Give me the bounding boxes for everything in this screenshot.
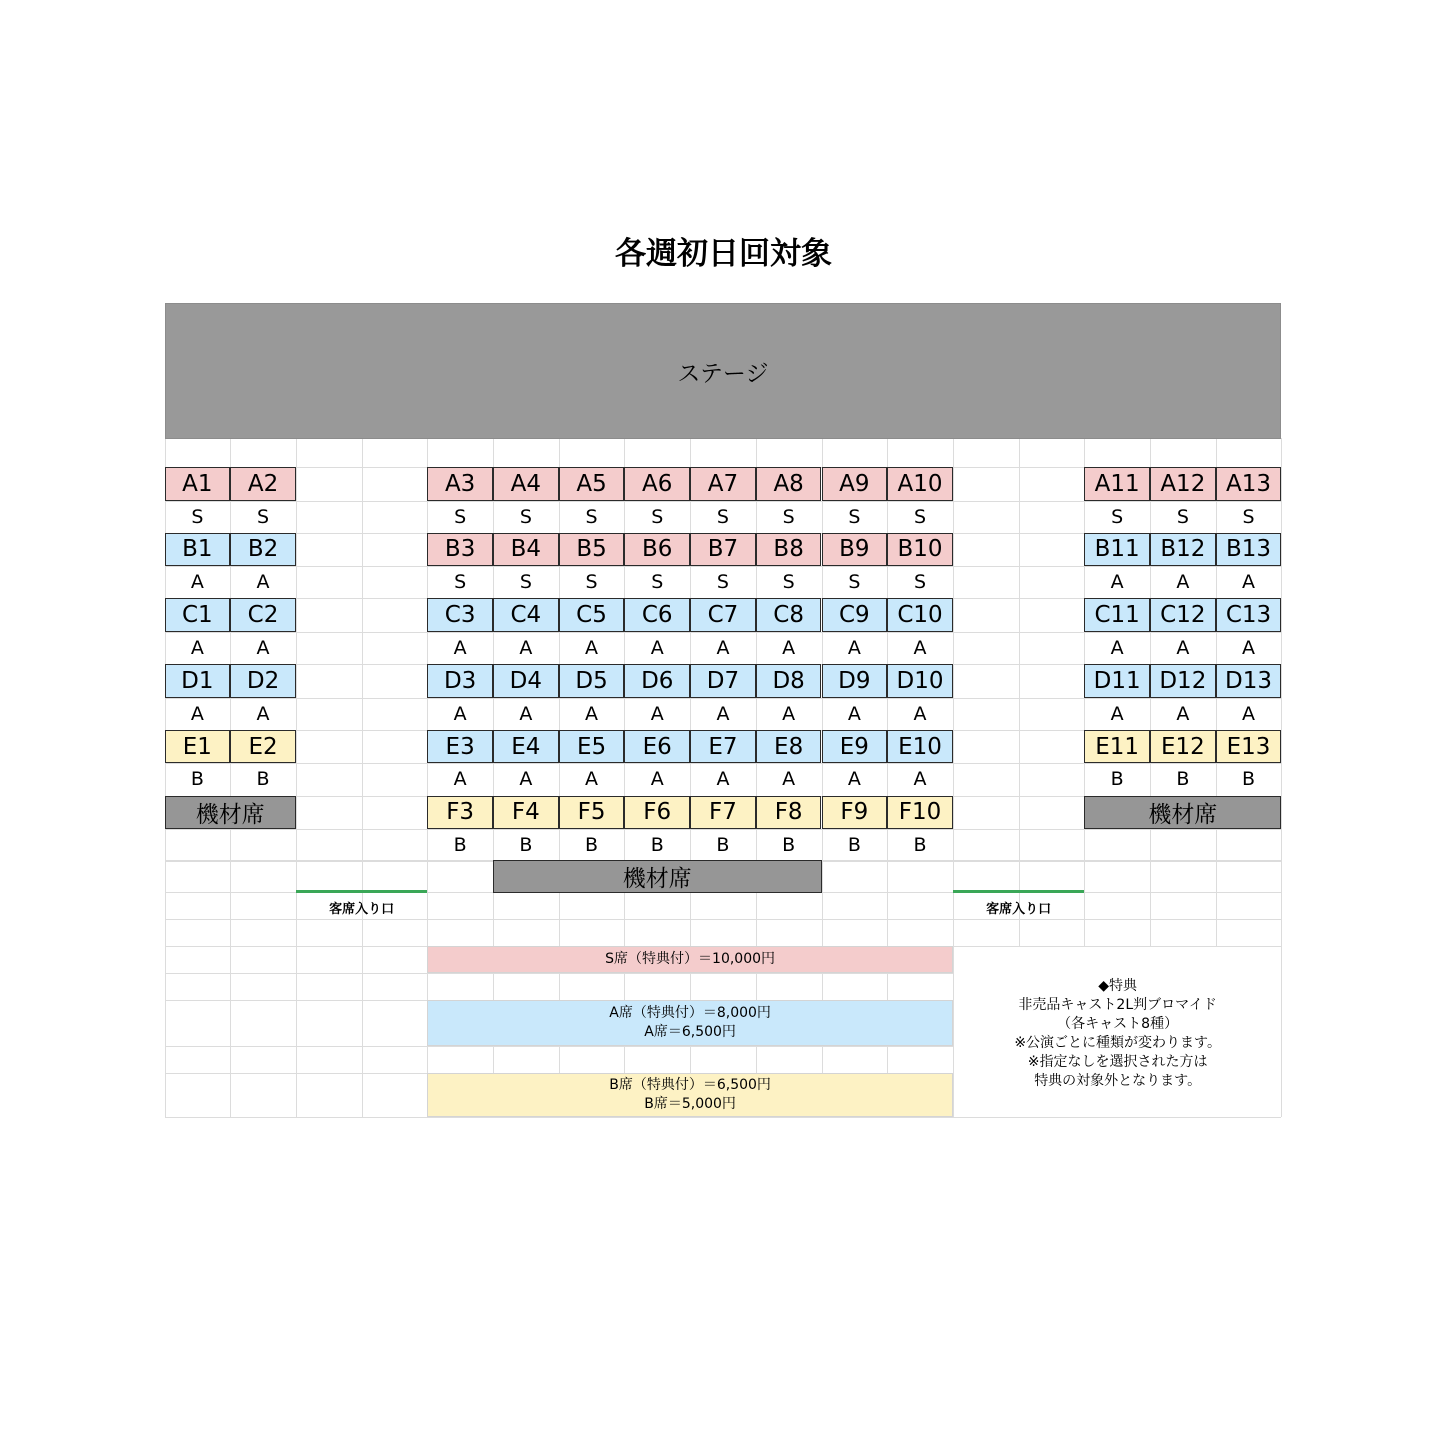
seat[interactable]: F3	[427, 796, 493, 830]
note-line: 非売品キャスト2L判ブロマイド	[1018, 997, 1217, 1013]
seat-grade: B	[1176, 768, 1190, 791]
seat[interactable]: D9	[822, 664, 888, 698]
grid-line-horizontal	[165, 1117, 1282, 1118]
seat[interactable]: A5	[559, 467, 625, 501]
price-B-box	[427, 1073, 953, 1117]
seat-grade: S	[1111, 505, 1124, 528]
seat-grade: B	[256, 768, 270, 791]
seat[interactable]: E3	[427, 730, 493, 764]
seat-grade: A	[190, 571, 204, 594]
seat[interactable]: D3	[427, 664, 493, 698]
seat-grade: A	[1110, 571, 1124, 594]
price-A-box	[427, 1000, 953, 1046]
seat[interactable]: A2	[230, 467, 296, 501]
seat-grade: S	[848, 505, 861, 528]
entrance-label: 客席入り口	[986, 902, 1052, 917]
seat[interactable]: A9	[822, 467, 888, 501]
seat[interactable]: D8	[756, 664, 822, 698]
seat[interactable]: F8	[756, 796, 822, 830]
seat-grade: B	[847, 834, 861, 857]
seat[interactable]: A13	[1216, 467, 1282, 501]
entrance-line	[296, 890, 427, 893]
seat-grade: A	[650, 702, 664, 725]
seat[interactable]: C3	[427, 598, 493, 632]
seat-grade: A	[650, 768, 664, 791]
equipment-area: 機材席	[165, 796, 296, 829]
seat[interactable]: B5	[559, 533, 625, 567]
seat[interactable]: B1	[165, 533, 231, 567]
seat[interactable]: E6	[624, 730, 690, 764]
seat[interactable]: F10	[887, 796, 953, 830]
seat[interactable]: A1	[165, 467, 231, 501]
seat-grade: A	[256, 702, 270, 725]
seat-grade: S	[519, 505, 532, 528]
seat[interactable]: C13	[1216, 598, 1282, 632]
seat-grade: B	[585, 834, 599, 857]
seat[interactable]: D4	[493, 664, 559, 698]
seat-grade: A	[847, 768, 861, 791]
equipment-area: 機材席	[1084, 796, 1281, 829]
seat-grade: S	[782, 505, 795, 528]
seat-grade: A	[650, 636, 664, 659]
seat[interactable]: B7	[690, 533, 756, 567]
seat-grade: A	[913, 636, 927, 659]
seat-grade: A	[782, 636, 796, 659]
seat-grade: S	[585, 505, 598, 528]
seat[interactable]: A8	[756, 467, 822, 501]
seat-grade: A	[585, 768, 599, 791]
seat[interactable]: E2	[230, 730, 296, 764]
seat-grade: B	[1110, 768, 1124, 791]
seat-grade: B	[1242, 768, 1256, 791]
seat[interactable]: B11	[1084, 533, 1150, 567]
seat-grade: S	[1176, 505, 1189, 528]
grid-line-horizontal	[165, 919, 1282, 920]
seat-grade: A	[585, 636, 599, 659]
seat[interactable]: A12	[1150, 467, 1216, 501]
price-line: A席＝6,500円	[644, 1024, 736, 1040]
seat-grade: S	[914, 505, 927, 528]
stage: ステージ	[165, 303, 1282, 439]
price-line: A席（特典付）＝8,000円	[609, 1005, 771, 1021]
seat[interactable]: B9	[822, 533, 888, 567]
grid-line-vertical	[1281, 438, 1282, 1117]
grid-line-vertical	[296, 438, 297, 1117]
seat-grade: A	[782, 702, 796, 725]
seat-grade: B	[453, 834, 467, 857]
seat-grade: A	[1176, 571, 1190, 594]
seat-grade: B	[782, 834, 796, 857]
seat-grade: S	[585, 571, 598, 594]
seat[interactable]: D10	[887, 664, 953, 698]
seat[interactable]: B10	[887, 533, 953, 567]
benefit-notes	[954, 947, 1282, 1117]
note-line: ◆特典	[1098, 978, 1138, 994]
seat[interactable]: A4	[493, 467, 559, 501]
seat-grade: A	[716, 768, 730, 791]
seat[interactable]: B3	[427, 533, 493, 567]
seat[interactable]: B13	[1216, 533, 1282, 567]
seat-grade: A	[1110, 702, 1124, 725]
seat-grade: A	[913, 702, 927, 725]
seat-grade: A	[1242, 702, 1256, 725]
seat[interactable]: E1	[165, 730, 231, 764]
entrance-line	[953, 890, 1084, 893]
seat[interactable]: D6	[624, 664, 690, 698]
seat[interactable]: A10	[887, 467, 953, 501]
seat-grade: A	[519, 702, 533, 725]
seat[interactable]: D2	[230, 664, 296, 698]
seat-grade: A	[190, 636, 204, 659]
seat[interactable]: C5	[559, 598, 625, 632]
seat-grade: A	[1176, 636, 1190, 659]
price-line: B席＝5,000円	[644, 1096, 736, 1112]
seat-grade: S	[651, 505, 664, 528]
seat-grade: A	[1242, 636, 1256, 659]
seat[interactable]: D12	[1150, 664, 1216, 698]
seat[interactable]: E9	[822, 730, 888, 764]
seat-grade: S	[454, 505, 467, 528]
seat[interactable]: C11	[1084, 598, 1150, 632]
grid-line-vertical	[362, 438, 363, 1117]
seat-grade: A	[256, 636, 270, 659]
seat-grade: B	[913, 834, 927, 857]
seat[interactable]: F6	[624, 796, 690, 830]
price-line: S席（特典付）＝10,000円	[605, 951, 776, 967]
seat[interactable]: E12	[1150, 730, 1216, 764]
price-line: B席（特典付）＝6,500円	[609, 1077, 771, 1093]
seat-grade: S	[454, 571, 467, 594]
seat-grade: A	[847, 702, 861, 725]
seat-grade: A	[453, 636, 467, 659]
seat[interactable]: E7	[690, 730, 756, 764]
seat[interactable]: C7	[690, 598, 756, 632]
seat-grade: A	[453, 768, 467, 791]
price-S-box	[427, 946, 953, 973]
seat-grade: A	[585, 702, 599, 725]
note-line: （各キャスト8種）	[1057, 1016, 1179, 1032]
seat[interactable]: B12	[1150, 533, 1216, 567]
seat[interactable]: C1	[165, 598, 231, 632]
seat[interactable]: B8	[756, 533, 822, 567]
seat[interactable]: E10	[887, 730, 953, 764]
seat[interactable]: C10	[887, 598, 953, 632]
seat[interactable]: F4	[493, 796, 559, 830]
seat[interactable]: D11	[1084, 664, 1150, 698]
seat[interactable]: D5	[559, 664, 625, 698]
seat[interactable]: C8	[756, 598, 822, 632]
seat-grade: S	[191, 505, 204, 528]
seat-grade: A	[782, 768, 796, 791]
seat-grade: A	[716, 636, 730, 659]
seat[interactable]: E11	[1084, 730, 1150, 764]
seat[interactable]: B6	[624, 533, 690, 567]
seat-grade: B	[190, 768, 204, 791]
seat[interactable]: C4	[493, 598, 559, 632]
seat[interactable]: D13	[1216, 664, 1282, 698]
seat[interactable]: E4	[493, 730, 559, 764]
seat-grade: A	[519, 636, 533, 659]
seat[interactable]: E5	[559, 730, 625, 764]
equipment-area: 機材席	[493, 860, 822, 893]
seat-grade: A	[847, 636, 861, 659]
page-title: 各週初日回対象	[615, 236, 832, 272]
note-line: ※指定なしを選択された方は	[1027, 1054, 1208, 1070]
seat[interactable]: A6	[624, 467, 690, 501]
seat-grade: S	[519, 571, 532, 594]
note-line: 特典の対象外となります。	[1034, 1073, 1202, 1089]
seat-grade: B	[716, 834, 730, 857]
seat[interactable]: C9	[822, 598, 888, 632]
seat[interactable]: C12	[1150, 598, 1216, 632]
seat[interactable]: B4	[493, 533, 559, 567]
seat-grade: S	[848, 571, 861, 594]
seat[interactable]: D1	[165, 664, 231, 698]
seat[interactable]: E13	[1216, 730, 1282, 764]
seat-grade: A	[519, 768, 533, 791]
seat-grade: S	[716, 571, 729, 594]
seat-grade: S	[914, 571, 927, 594]
seat-grade: S	[257, 505, 270, 528]
seat[interactable]: E8	[756, 730, 822, 764]
seat-grade: S	[716, 505, 729, 528]
seat-grade: S	[651, 571, 664, 594]
seat-grade: A	[913, 768, 927, 791]
seat-grade: S	[1242, 505, 1255, 528]
seat-grade: A	[1176, 702, 1190, 725]
seat-grade: A	[190, 702, 204, 725]
seat-grade: A	[1242, 571, 1256, 594]
seat[interactable]: C2	[230, 598, 296, 632]
seat-grade: B	[650, 834, 664, 857]
seat-grade: A	[453, 702, 467, 725]
seat[interactable]: A3	[427, 467, 493, 501]
seat[interactable]: D7	[690, 664, 756, 698]
seat-grade: A	[1110, 636, 1124, 659]
seat-grade: B	[519, 834, 533, 857]
seat[interactable]: F9	[822, 796, 888, 830]
seat[interactable]: B2	[230, 533, 296, 567]
seat[interactable]: C6	[624, 598, 690, 632]
seat[interactable]: A11	[1084, 467, 1150, 501]
seat-grade: A	[716, 702, 730, 725]
seat[interactable]: F7	[690, 796, 756, 830]
entrance-label: 客席入り口	[329, 902, 395, 917]
seat-grade: A	[256, 571, 270, 594]
seat[interactable]: A7	[690, 467, 756, 501]
seat-grade: S	[782, 571, 795, 594]
note-line: ※公演ごとに種類が変わります。	[1014, 1035, 1221, 1051]
seat[interactable]: F5	[559, 796, 625, 830]
